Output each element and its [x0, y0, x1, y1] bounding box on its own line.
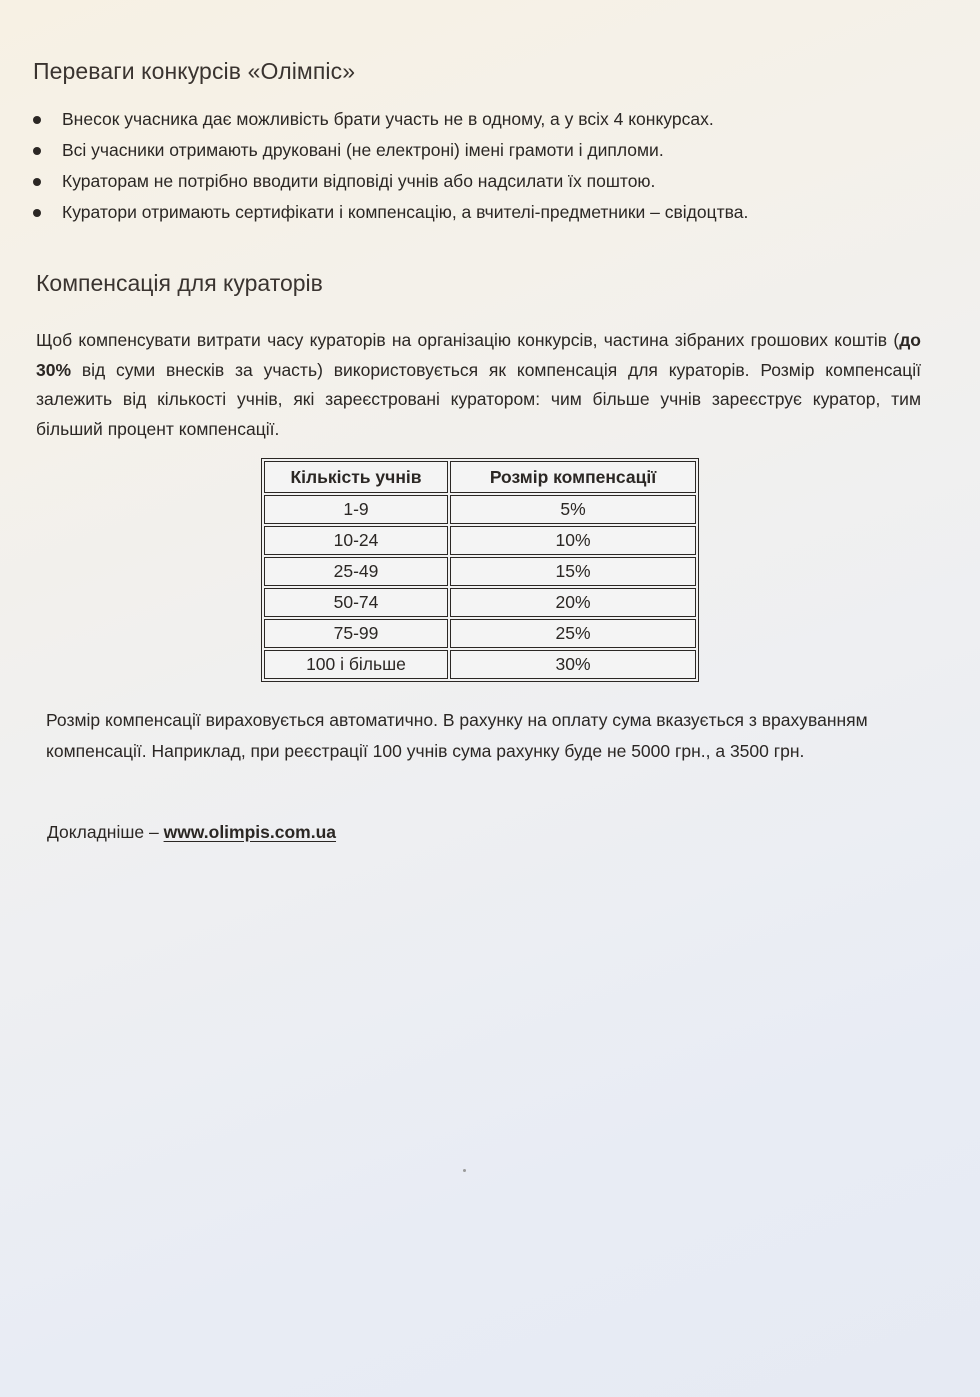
cell-compensation: 15%	[450, 557, 696, 586]
cell-compensation: 5%	[450, 495, 696, 524]
table-row	[264, 495, 696, 524]
list-item	[30, 104, 748, 135]
intro-paragraph	[36, 326, 921, 444]
cell-compensation: 10%	[450, 526, 696, 555]
list-item	[30, 135, 748, 166]
benefit-text: Всі учасники отримають друковані (не електроні) імені грамоти і дипломи.	[62, 140, 664, 160]
benefit-text: Внесок учасника дає можливість брати участь не в одному, а у всіх 4 конкурсах.	[62, 109, 714, 129]
cell-student-count: 100 і більше	[264, 650, 448, 679]
list-item	[30, 197, 748, 228]
table-row	[264, 650, 696, 679]
benefits-heading: Переваги конкурсів «Олімпіс»	[33, 58, 356, 84]
benefits-list	[30, 104, 748, 228]
paper-speck	[463, 1169, 466, 1172]
cell-student-count: 1-9	[264, 495, 448, 524]
bullet-icon	[33, 147, 41, 155]
cell-student-count: 50-74	[264, 588, 448, 617]
more-info-label: Докладніше –	[47, 822, 164, 842]
benefit-text: Куратори отримають сертифікати і компенсацію, а вчителі-предметники – свідоцтва.	[62, 202, 749, 222]
benefit-text: Кураторам не потрібно вводити відповіді учнів або надсилати їх поштою.	[62, 171, 656, 191]
cell-compensation: 25%	[450, 619, 696, 648]
table-row	[264, 526, 696, 555]
intro-text-end: від суми внесків за участь) використовується як компенсація для кураторів. Розмір компенсації залежить від кількості учнів, які зареєстровані куратором: чим більше учнів зареєструє куратор, тим більший процент компенсації.	[36, 359, 921, 439]
cell-student-count: 10-24	[264, 526, 448, 555]
cell-compensation: 30%	[450, 650, 696, 679]
compensation-table	[261, 458, 699, 682]
table-row	[264, 588, 696, 617]
website-link[interactable]: www.olimpis.com.ua	[163, 822, 337, 842]
more-info-line	[47, 818, 336, 846]
bullet-icon	[33, 178, 41, 186]
table-row	[264, 619, 696, 648]
table-header-row	[264, 461, 696, 493]
header-student-count: Кількість учнів	[264, 461, 448, 493]
bullet-icon	[33, 209, 41, 217]
intro-text-start: Щоб компенсувати витрати часу кураторів на організацію конкурсів, частина зібраних грошових коштів (	[36, 330, 900, 350]
table-row	[264, 557, 696, 586]
summary-paragraph: Розмір компенсації вираховується автоматично. В рахунку на оплату сума вказується з врахуванням компенсації. Наприклад, при реєстрації 100 учнів сума рахунку буде не 5000 грн., а 3500 грн.	[46, 710, 868, 761]
intro-highlight: до 30%	[36, 330, 921, 380]
bullet-icon	[33, 116, 41, 124]
list-item	[30, 166, 748, 197]
compensation-heading: Компенсація для кураторів	[36, 270, 323, 296]
cell-student-count: 75-99	[264, 619, 448, 648]
cell-student-count: 25-49	[264, 557, 448, 586]
cell-compensation: 20%	[450, 588, 696, 617]
header-compensation-size: Розмір компенсації	[450, 461, 696, 493]
